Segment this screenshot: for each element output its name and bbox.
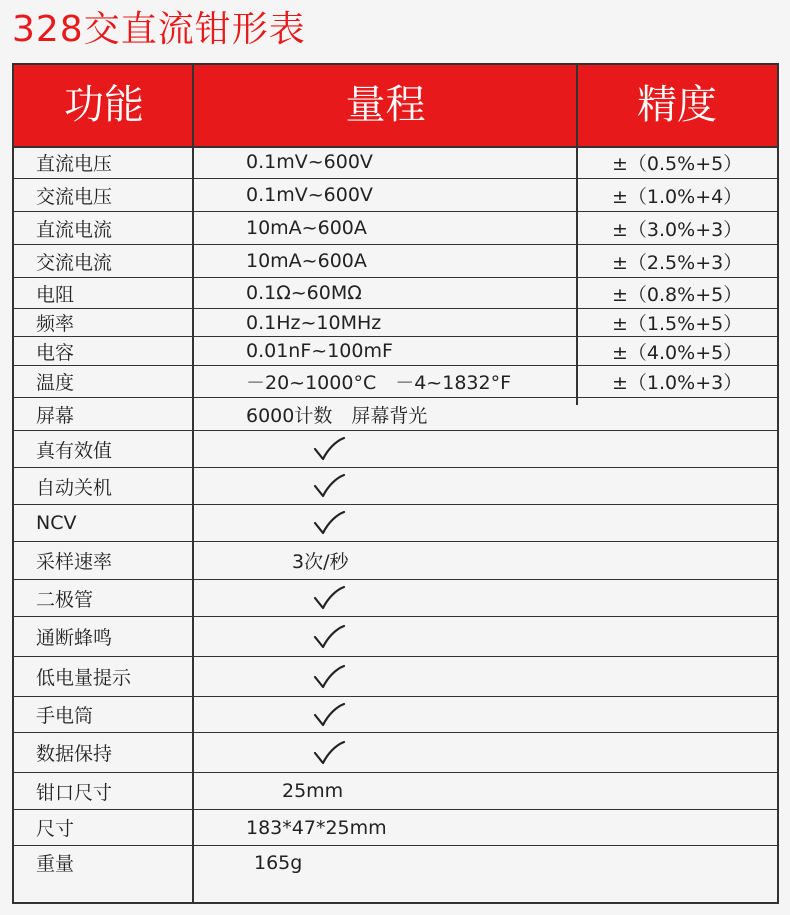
table-row: [14, 431, 777, 468]
function-cell: 通断蜂鸣: [36, 627, 113, 649]
function-cell: 频率: [36, 313, 75, 335]
value-cell: 6000计数 屏幕背光: [246, 404, 428, 427]
value-cell: 183*47*25mm: [246, 816, 387, 839]
range-cell: 10mA~600A: [246, 250, 367, 272]
accuracy-cell: ±（4.0%+5）: [612, 341, 743, 364]
header-function: 功能: [64, 82, 144, 128]
page-title: 328交直流钳形表: [12, 9, 306, 50]
function-cell: NCV: [36, 512, 77, 534]
table-row: [14, 697, 777, 733]
checkmark-icon: [312, 585, 346, 611]
table-row: [14, 810, 777, 846]
function-cell: 尺寸: [36, 818, 75, 840]
range-cell: 0.1Hz~10MHz: [246, 311, 382, 334]
range-cell: 0.1mV~600V: [246, 184, 373, 206]
accuracy-cell: ±（1.5%+5）: [612, 313, 743, 335]
spec-table: [12, 63, 779, 904]
range-cell: 10mA~600A: [246, 217, 367, 239]
function-cell: 屏幕: [36, 404, 75, 427]
accuracy-cell: ±（3.0%+3）: [612, 218, 743, 241]
function-cell: 交流电流: [36, 251, 113, 274]
table-row: [14, 580, 777, 617]
accuracy-cell: ±（1.0%+4）: [612, 185, 743, 208]
checkmark-icon: [312, 740, 346, 766]
checkmark-icon: [312, 624, 346, 650]
table-row: [14, 366, 777, 398]
table-row: [14, 245, 777, 278]
checkmark-icon: [312, 510, 346, 536]
header-accuracy: 精度: [637, 82, 717, 128]
function-cell: 电阻: [36, 283, 75, 306]
checkmark-icon: [312, 473, 346, 499]
accuracy-cell: ±（0.5%+5）: [612, 152, 743, 175]
function-cell: 钳口尺寸: [36, 781, 113, 804]
accuracy-cell: ±（1.0%+3）: [612, 372, 743, 394]
table-row: [14, 179, 777, 212]
function-cell: 自动关机: [36, 476, 113, 499]
function-cell: 电容: [36, 341, 75, 364]
function-cell: 重量: [36, 853, 75, 875]
function-cell: 数据保持: [36, 743, 113, 765]
value-cell: 25mm: [282, 780, 344, 802]
accuracy-cell: ±（2.5%+3）: [612, 251, 743, 274]
range-cell: 0.1Ω~60MΩ: [246, 282, 362, 304]
function-cell: 手电筒: [36, 705, 94, 727]
table-row: [14, 309, 777, 337]
table-row: [14, 657, 777, 697]
table-row: [14, 398, 777, 431]
range-cell: 0.01nF~100mF: [246, 340, 393, 362]
value-cell: 165g: [254, 851, 303, 874]
range-cell: 0.1mV~600V: [246, 151, 373, 173]
table-row: [14, 212, 777, 245]
header-range: 量程: [345, 82, 426, 128]
function-cell: 采样速率: [36, 551, 113, 573]
function-cell: 真有效值: [36, 439, 113, 462]
checkmark-icon: [312, 436, 346, 462]
function-cell: 二极管: [36, 588, 94, 611]
table-header: [14, 65, 777, 148]
value-cell: 3次/秒: [292, 551, 349, 573]
table-row: [14, 846, 777, 879]
function-cell: 直流电压: [36, 152, 113, 175]
table-row: [14, 278, 777, 309]
function-cell: 温度: [36, 372, 75, 394]
function-cell: 直流电流: [36, 218, 113, 241]
accuracy-cell: ±（0.8%+5）: [612, 283, 743, 306]
table-row: [14, 505, 777, 542]
table-row: [14, 337, 777, 366]
table-row: [14, 468, 777, 505]
table-row: [14, 542, 777, 580]
range-cell: －20~1000°C －4~1832°F: [246, 372, 512, 394]
table-row: [14, 773, 777, 810]
table-row: [14, 733, 777, 773]
checkmark-icon: [312, 702, 346, 728]
function-cell: 交流电压: [36, 185, 113, 208]
table-row: [14, 146, 777, 179]
table-row: [14, 617, 777, 657]
checkmark-icon: [312, 664, 346, 690]
function-cell: 低电量提示: [36, 667, 132, 689]
